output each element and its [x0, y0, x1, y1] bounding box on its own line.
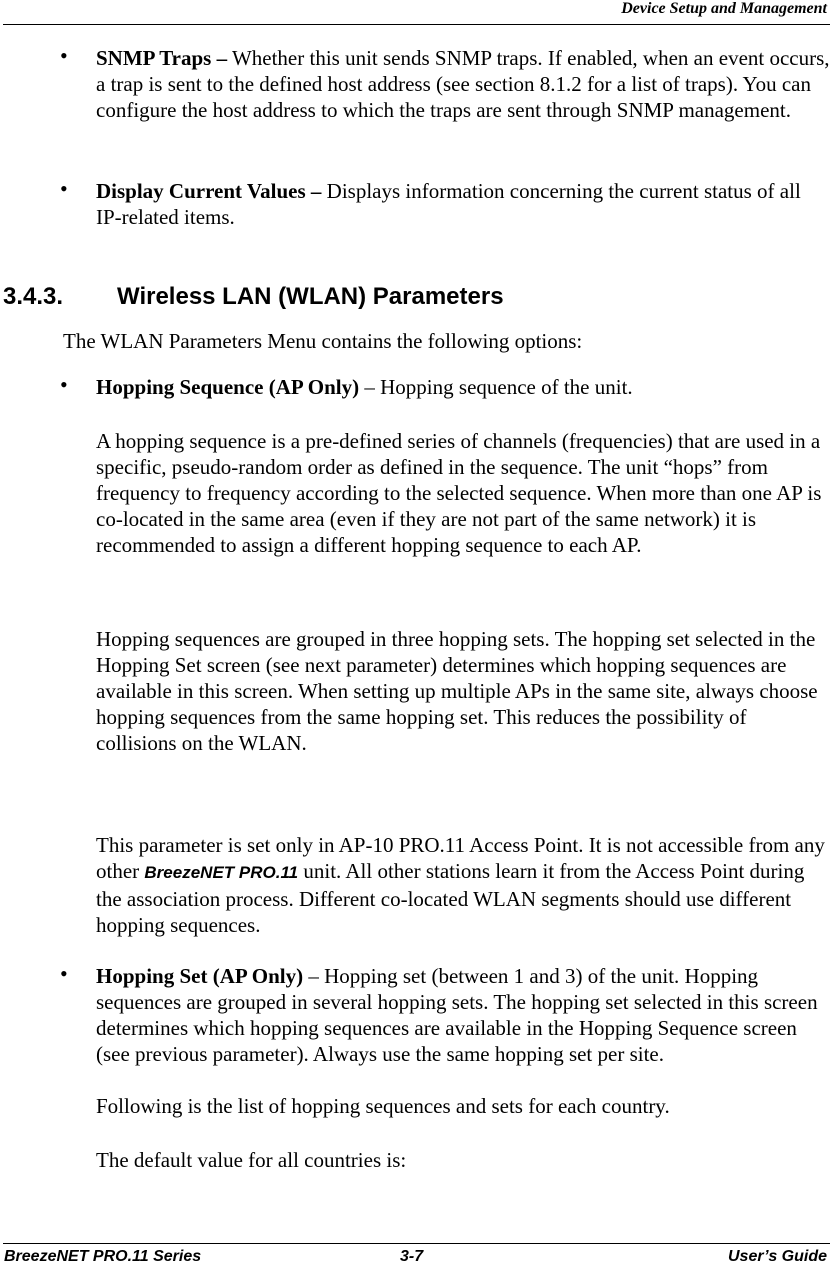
hopping-set-text: – Hopping set (between 1 and 3) of the unit. Hopping sequences are grouped in several hopping sets. The hopping set selected in this screen determines which hopping sequences are available in the Hopping Sequence screen (see previous parameter). Always use the same hopping set per site. — [96, 964, 818, 1066]
page-header-title: Device Setup and Management — [621, 0, 827, 17]
hopping-sequence-label: Hopping Sequence (AP Only) — [96, 375, 360, 399]
para-3-text-a: This parameter is set only in AP-10 PRO.11 Access Point. It is not accessible from any other — [96, 833, 825, 883]
hopping-set-para-2: The default value for all countries is: — [96, 1148, 407, 1172]
bullet-marker: • — [60, 176, 68, 201]
hopping-sequence-para-3 — [96, 832, 831, 938]
bullet-marker: • — [60, 372, 68, 397]
hopping-set-item — [96, 963, 831, 1067]
footer-guide: User’s Guide — [727, 1248, 827, 1265]
snmp-traps-item — [96, 45, 831, 123]
display-values-label: Display Current Values – — [96, 179, 322, 203]
snmp-traps-text: Whether this unit sends SNMP traps. If enabled, when an event occurs, a trap is sent to the defined host address (see section 8.1.2 for a list of traps). You can configure the host address to which the traps are sent through SNMP management. — [96, 46, 830, 122]
snmp-traps-label: SNMP Traps – — [96, 46, 228, 70]
page-number: 3-7 — [400, 1248, 424, 1265]
hopping-sequence-item — [96, 374, 831, 400]
hopping-sequence-para-1: A hopping sequence is a pre-defined series of channels (frequencies) that are used in a specific, pseudo-random order as defined in the sequence. The unit “hops” from frequency to frequency according to the selected sequence. When more than one AP is co-located in the same area (even if they are not part of the same network) it is recommended to assign a different hopping sequence to each AP. — [96, 429, 822, 557]
bullet-marker: • — [60, 961, 68, 986]
hopping-sequence-para-2: Hopping sequences are grouped in three hopping sets. The hopping set selected in the Hopping Set screen (see next parameter) determines which hopping sequences are available in this screen. When setting up multiple APs in the same site, always choose hopping sequences from the same hopping set. This reduces the possibility of collisions on the WLAN. — [96, 627, 818, 755]
hopping-set-label: Hopping Set (AP Only) — [96, 964, 304, 988]
section-number: 3.4.3. — [3, 283, 64, 310]
display-values-item — [96, 178, 831, 230]
display-values-text: Displays information concerning the current status of all IP-related items. — [96, 179, 801, 229]
header-divider — [3, 24, 830, 25]
section-title: Wireless LAN (WLAN) Parameters — [117, 283, 504, 310]
para-3-text-b: unit. All other stations learn it from the Access Point during the association process. Different co-located WLAN segments should use different hopping sequences. — [96, 859, 805, 937]
hopping-sequence-text: – Hopping sequence of the unit. — [359, 375, 633, 399]
footer-divider — [3, 1243, 830, 1244]
footer-product: BreezeNET PRO.11 Series — [4, 1248, 202, 1265]
hopping-set-line-2: Following is the list of hopping sequences and sets for each country. — [96, 1094, 670, 1118]
product-name: BreezeNET PRO.11 — [144, 863, 299, 882]
section-intro: The WLAN Parameters Menu contains the following options: — [63, 329, 583, 353]
bullet-marker: • — [60, 43, 68, 68]
